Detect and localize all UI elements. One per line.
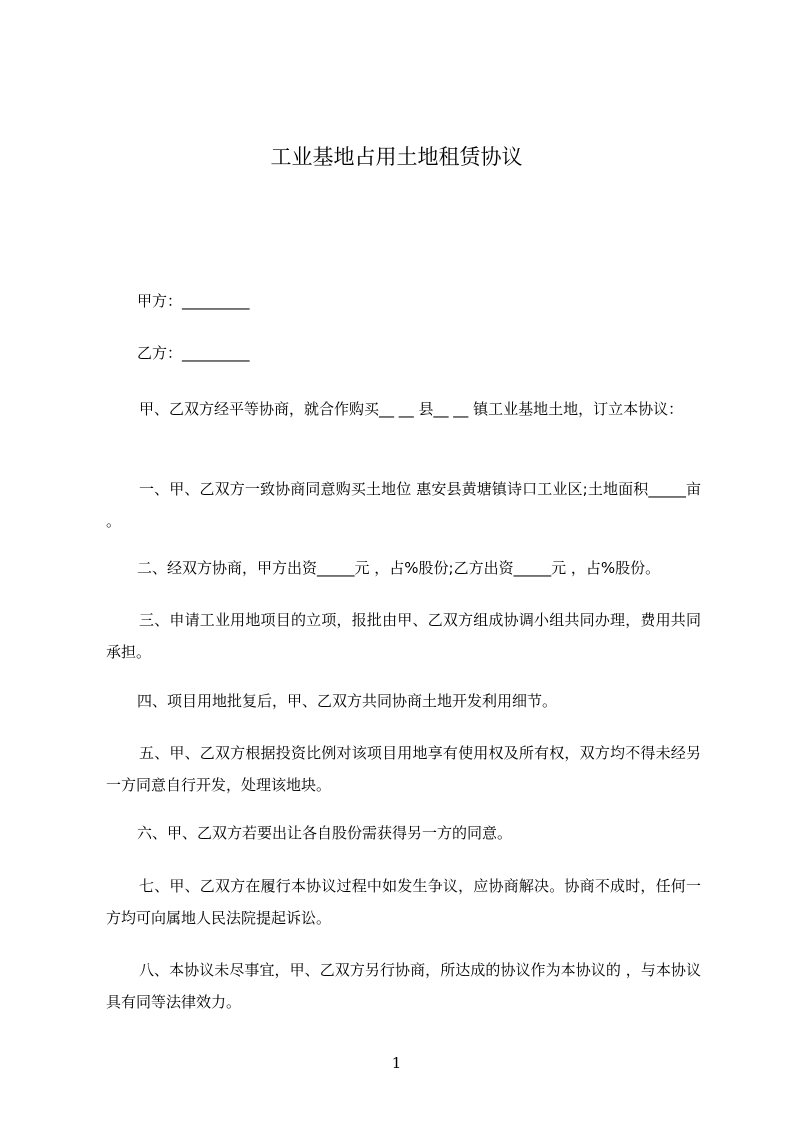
clause-7: 七、甲、乙双方在履行本协议过程中如发生争议，应协商解决。协商不成时，任何一方均可向属地人民法院提起诉讼。: [106, 877, 701, 927]
clause-4: 四、项目用地批复后，甲、乙双方共同协商土地开发利用细节。: [137, 692, 558, 710]
clause-3: 三、申请工业用地项目的立项，报批由甲、乙双方组成协调小组共同办理，费用共同承担。: [106, 611, 701, 661]
party-a-line: 甲方：_________: [137, 292, 250, 310]
page-number: 1: [391, 1054, 402, 1072]
clause-5: 五、甲、乙双方根据投资比例对该项目用地享有使用权及所有权，双方均不得未经另一方同意自行开发，处理该地块。: [106, 744, 701, 794]
document-title: 工业基地占用土地租赁协议: [270, 145, 523, 169]
clause-1: 一、甲、乙双方一致协商同意购买土地位 惠安县黄塘镇诗口工业区;土地面积_____亩 。: [106, 480, 701, 530]
clause-6: 六、甲、乙双方若要出让各自股份需获得另一方的同意。: [137, 824, 513, 842]
clause-8: 八、本协议未尽事宜，甲、乙双方另行协商，所达成的协议作为本协议的 ，与本协议具有同等法律效力。: [106, 961, 701, 1011]
party-b-line: 乙方：_________: [137, 344, 250, 362]
intro-paragraph: 甲、乙双方经平等协商，就合作购买__ __ 县__ __ 镇工业基地土地，订立本协议：: [139, 400, 684, 418]
clause-2: 二、经双方协商，甲方出资_____元 ，占%股份;乙方出资_____元 ，占%股份。: [137, 559, 661, 577]
